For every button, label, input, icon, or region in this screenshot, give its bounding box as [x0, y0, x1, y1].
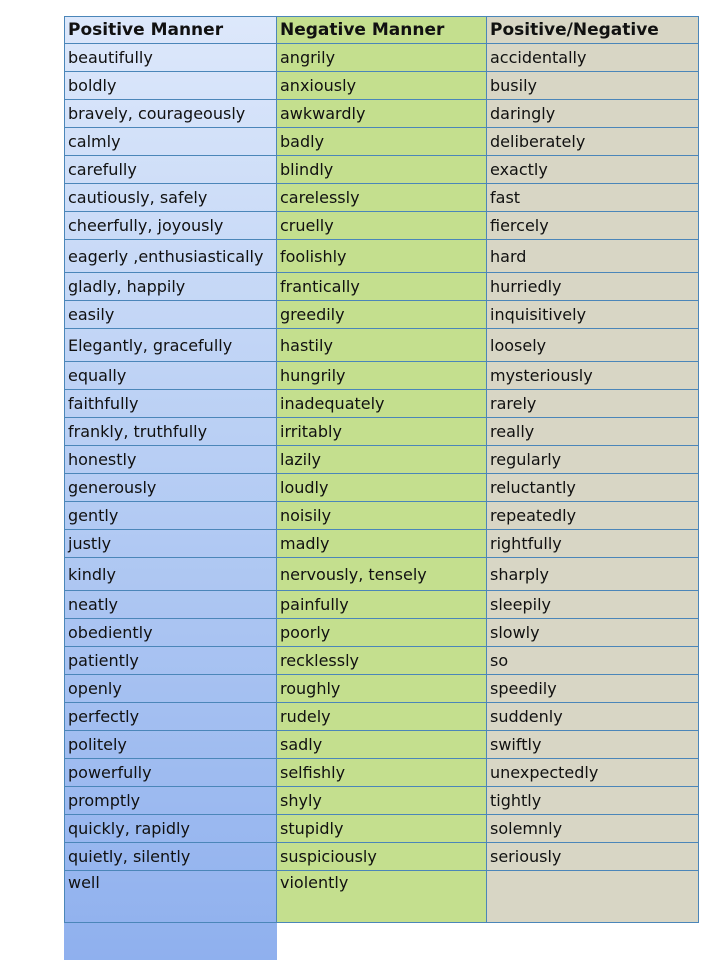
negative-manner-cell: irritably	[277, 418, 487, 446]
negative-manner-cell: selfishly	[277, 759, 487, 787]
positive-manner-cell: justly	[65, 530, 277, 558]
positive-manner-cell: easily	[65, 301, 277, 329]
table-row	[65, 591, 699, 619]
negative-manner-cell: lazily	[277, 446, 487, 474]
table-row	[65, 418, 699, 446]
positive-manner-cell: generously	[65, 474, 277, 502]
positive-negative-cell: mysteriously	[487, 362, 699, 390]
table-row	[65, 731, 699, 759]
negative-manner-cell: hastily	[277, 329, 487, 362]
table-row	[65, 815, 699, 843]
positive-negative-cell: loosely	[487, 329, 699, 362]
negative-manner-cell: madly	[277, 530, 487, 558]
table-row	[65, 72, 699, 100]
negative-manner-cell: nervously, tensely	[277, 558, 487, 591]
positive-negative-cell: daringly	[487, 100, 699, 128]
positive-negative-cell: so	[487, 647, 699, 675]
negative-manner-cell: shyly	[277, 787, 487, 815]
negative-manner-cell: painfully	[277, 591, 487, 619]
table-row	[65, 240, 699, 273]
header-row	[65, 17, 699, 44]
positive-negative-cell: deliberately	[487, 128, 699, 156]
positive-manner-cell: neatly	[65, 591, 277, 619]
negative-manner-cell: loudly	[277, 474, 487, 502]
positive-manner-cell: powerfully	[65, 759, 277, 787]
table-row	[65, 474, 699, 502]
positive-negative-cell: hard	[487, 240, 699, 273]
positive-manner-cell: patiently	[65, 647, 277, 675]
table-row	[65, 675, 699, 703]
positive-negative-cell: rarely	[487, 390, 699, 418]
negative-manner-cell: suspiciously	[277, 843, 487, 871]
positive-manner-cell: quickly, rapidly	[65, 815, 277, 843]
negative-manner-cell: inadequately	[277, 390, 487, 418]
table-row	[65, 329, 699, 362]
table-row	[65, 759, 699, 787]
negative-manner-cell: rudely	[277, 703, 487, 731]
table-row	[65, 362, 699, 390]
table-row	[65, 44, 699, 72]
negative-manner-cell: foolishly	[277, 240, 487, 273]
table-row	[65, 128, 699, 156]
positive-manner-cell: gladly, happily	[65, 273, 277, 301]
negative-manner-cell: carelessly	[277, 184, 487, 212]
positive-manner-cell: promptly	[65, 787, 277, 815]
header-positive-negative: Positive/Negative	[487, 17, 699, 44]
positive-manner-cell: boldly	[65, 72, 277, 100]
positive-manner-cell: honestly	[65, 446, 277, 474]
positive-manner-cell: kindly	[65, 558, 277, 591]
table-body	[65, 44, 699, 923]
table-row	[65, 156, 699, 184]
table-row	[65, 212, 699, 240]
negative-manner-cell: frantically	[277, 273, 487, 301]
table-row	[65, 184, 699, 212]
positive-negative-cell: inquisitively	[487, 301, 699, 329]
positive-manner-cell: eagerly ,enthusiastically	[65, 240, 277, 273]
positive-negative-cell: solemnly	[487, 815, 699, 843]
negative-manner-cell: badly	[277, 128, 487, 156]
positive-manner-cell: equally	[65, 362, 277, 390]
table-row	[65, 530, 699, 558]
positive-negative-cell	[487, 871, 699, 923]
table-row	[65, 301, 699, 329]
negative-manner-cell: blindly	[277, 156, 487, 184]
positive-negative-cell: exactly	[487, 156, 699, 184]
positive-manner-cell: faithfully	[65, 390, 277, 418]
positive-negative-cell: slowly	[487, 619, 699, 647]
positive-negative-cell: rightfully	[487, 530, 699, 558]
positive-manner-cell: obediently	[65, 619, 277, 647]
table-row	[65, 390, 699, 418]
negative-manner-cell: sadly	[277, 731, 487, 759]
positive-negative-cell: fast	[487, 184, 699, 212]
table-row	[65, 273, 699, 301]
table-row	[65, 871, 699, 923]
positive-negative-cell: busily	[487, 72, 699, 100]
adverbs-of-manner-table	[64, 16, 699, 923]
positive-manner-cell: frankly, truthfully	[65, 418, 277, 446]
table-row	[65, 703, 699, 731]
positive-negative-cell: swiftly	[487, 731, 699, 759]
positive-negative-cell: repeatedly	[487, 502, 699, 530]
positive-negative-cell: accidentally	[487, 44, 699, 72]
positive-negative-cell: unexpectedly	[487, 759, 699, 787]
positive-manner-cell: cautiously, safely	[65, 184, 277, 212]
positive-manner-cell: openly	[65, 675, 277, 703]
positive-manner-cell: bravely, courageously	[65, 100, 277, 128]
positive-manner-cell: Elegantly, gracefully	[65, 329, 277, 362]
negative-manner-cell: angrily	[277, 44, 487, 72]
negative-manner-cell: greedily	[277, 301, 487, 329]
header-negative-manner: Negative Manner	[277, 17, 487, 44]
table-row	[65, 100, 699, 128]
positive-manner-cell: well	[65, 871, 277, 923]
negative-manner-cell: recklessly	[277, 647, 487, 675]
table-row	[65, 502, 699, 530]
table-row	[65, 619, 699, 647]
negative-manner-cell: violently	[277, 871, 487, 923]
negative-manner-cell: stupidly	[277, 815, 487, 843]
negative-manner-cell: poorly	[277, 619, 487, 647]
positive-negative-cell: tightly	[487, 787, 699, 815]
positive-negative-cell: speedily	[487, 675, 699, 703]
positive-manner-cell: politely	[65, 731, 277, 759]
table-row	[65, 647, 699, 675]
positive-manner-cell: perfectly	[65, 703, 277, 731]
table-row	[65, 446, 699, 474]
negative-manner-cell: roughly	[277, 675, 487, 703]
negative-manner-cell: hungrily	[277, 362, 487, 390]
positive-manner-cell: beautifully	[65, 44, 277, 72]
negative-manner-cell: cruelly	[277, 212, 487, 240]
table-row	[65, 558, 699, 591]
positive-manner-cell: calmly	[65, 128, 277, 156]
positive-negative-cell: hurriedly	[487, 273, 699, 301]
positive-manner-cell: gently	[65, 502, 277, 530]
negative-manner-cell: anxiously	[277, 72, 487, 100]
positive-negative-cell: seriously	[487, 843, 699, 871]
table-row	[65, 787, 699, 815]
table-row	[65, 843, 699, 871]
positive-negative-cell: reluctantly	[487, 474, 699, 502]
positive-manner-cell: carefully	[65, 156, 277, 184]
positive-negative-cell: really	[487, 418, 699, 446]
header-positive-manner: Positive Manner	[65, 17, 277, 44]
positive-negative-cell: sleepily	[487, 591, 699, 619]
positive-manner-cell: cheerfully, joyously	[65, 212, 277, 240]
positive-negative-cell: suddenly	[487, 703, 699, 731]
positive-negative-cell: regularly	[487, 446, 699, 474]
negative-manner-cell: awkwardly	[277, 100, 487, 128]
positive-negative-cell: sharply	[487, 558, 699, 591]
positive-negative-cell: fiercely	[487, 212, 699, 240]
negative-manner-cell: noisily	[277, 502, 487, 530]
positive-manner-cell: quietly, silently	[65, 843, 277, 871]
